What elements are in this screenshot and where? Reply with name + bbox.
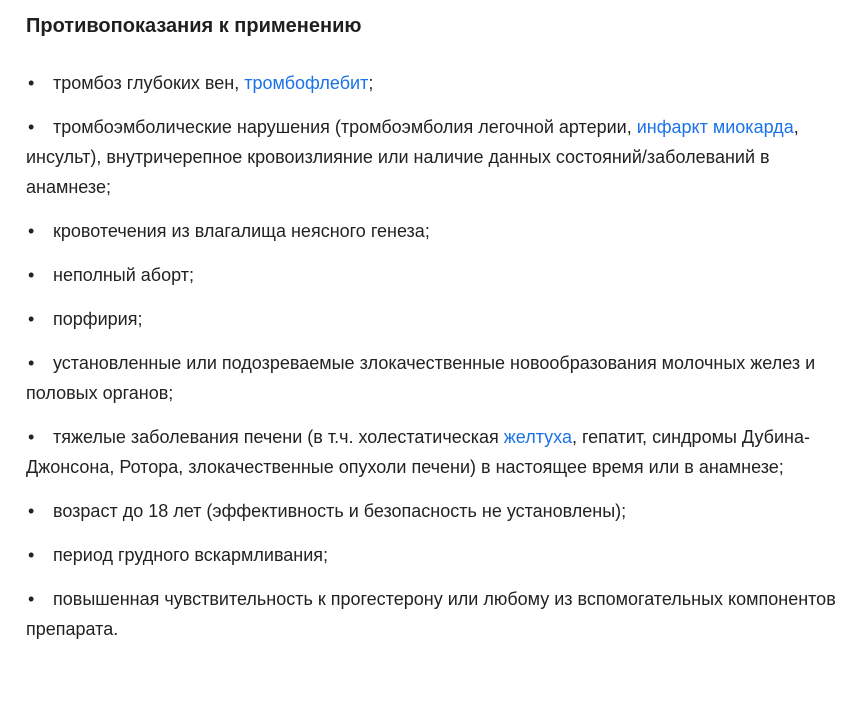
- bullet-marker: •: [28, 265, 35, 285]
- list-item: [26, 68, 836, 98]
- item-text: установленные или подозреваемые злокачественные новообразования молочных желез и половых органов;: [26, 353, 816, 403]
- item-text: период грудного вскармливания;: [53, 545, 329, 565]
- item-text: повышенная чувствительность к прогестерону или любому из вспомогательных компонентов препарата.: [26, 589, 836, 639]
- bullet-marker: •: [28, 589, 35, 609]
- bullet-marker: •: [28, 117, 35, 137]
- bullet-marker: •: [28, 73, 35, 93]
- item-text: порфирия;: [53, 309, 143, 329]
- bullet-marker: •: [28, 427, 35, 447]
- item-text: кровотечения из влагалища неясного генеза;: [53, 221, 430, 241]
- list-item: [26, 422, 836, 482]
- item-text: неполный аборт;: [53, 265, 194, 285]
- bullet-marker: •: [28, 545, 35, 565]
- list-item: [26, 540, 836, 570]
- list-item: [26, 348, 836, 408]
- list-item: [26, 260, 836, 290]
- item-text: тромбоэмболические нарушения (тромбоэмболия легочной артерии,: [53, 117, 637, 137]
- list-item: [26, 304, 836, 334]
- item-text: , инсульт), внутричерепное кровоизлияние или наличие данных состояний/заболеваний в анамнезе;: [26, 117, 799, 197]
- term-link[interactable]: желтуха: [503, 427, 572, 447]
- term-link[interactable]: тромбофлебит: [244, 73, 369, 93]
- item-text: возраст до 18 лет (эффективность и безопасность не установлены);: [53, 501, 627, 521]
- contraindications-list: [26, 68, 836, 644]
- term-link[interactable]: инфаркт миокарда: [636, 117, 794, 137]
- bullet-marker: •: [28, 309, 35, 329]
- bullet-marker: •: [28, 353, 35, 373]
- item-text: тяжелые заболевания печени (в т.ч. холестатическая: [53, 427, 504, 447]
- list-item: [26, 496, 836, 526]
- section-title: Противопоказания к применению: [26, 15, 362, 37]
- bullet-marker: •: [28, 221, 35, 241]
- item-text: тромбоз глубоких вен,: [53, 73, 245, 93]
- item-text: ;: [368, 73, 374, 93]
- list-item: [26, 216, 836, 246]
- bullet-marker: •: [28, 501, 35, 521]
- list-item: [26, 584, 836, 644]
- item-text: , гепатит, синдромы Дубина-Джонсона, Ротора, злокачественные опухоли печени) в настоящее время или в анамнезе;: [26, 427, 810, 477]
- list-item: [26, 112, 836, 202]
